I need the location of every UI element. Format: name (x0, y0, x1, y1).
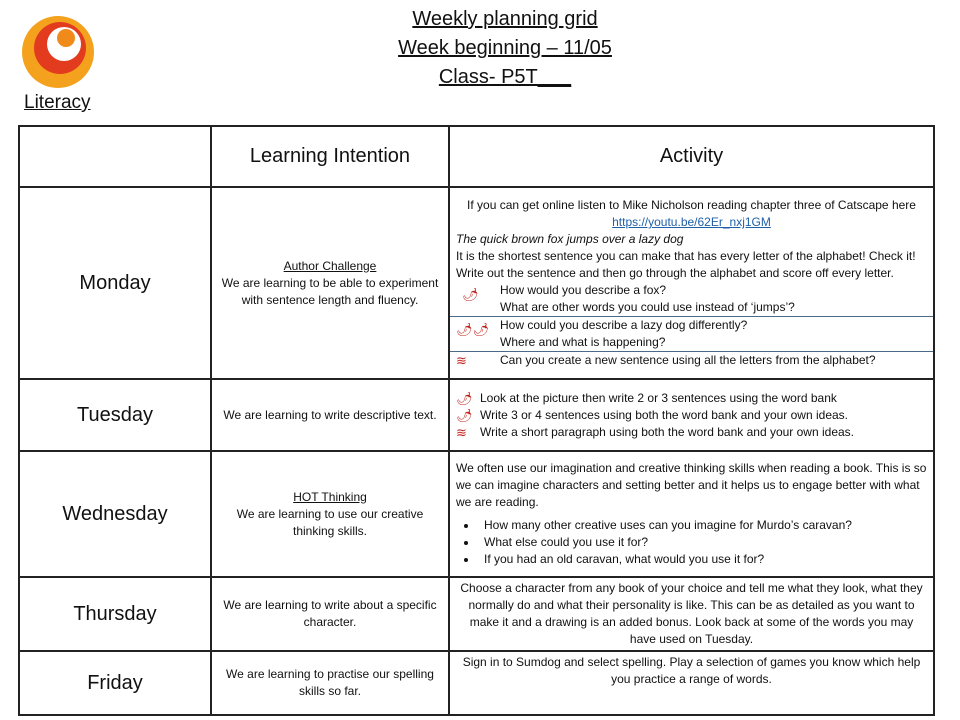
one-chili-icon: 🌶 (462, 287, 479, 302)
day-cell: Monday (19, 187, 211, 379)
question: What are other words you could use instead of ‘jumps’? (500, 300, 795, 314)
two-chili-icon: 🌶🌶 (456, 322, 490, 337)
learning-intention-cell: We are learning to write about a specific character. (211, 577, 449, 651)
question: How would you describe a fox? (500, 283, 667, 297)
planning-grid (18, 125, 935, 716)
bullet-item: • If you had an old caravan, what would you use it for? (478, 551, 927, 568)
table-row (19, 451, 934, 577)
bullet-item: • How many other creative uses can you imagine for Murdo’s caravan? (478, 517, 927, 534)
header-row (19, 126, 934, 187)
chili-levels-icon: 🌶 🌶 ≋ (456, 390, 473, 440)
week-beginning: Week beginning – 11/05 (398, 37, 612, 59)
activity-cell (449, 451, 934, 577)
activity-cell (449, 379, 934, 451)
table-row (19, 379, 934, 451)
empty-header-cell (19, 126, 211, 187)
li-title: HOT Thinking (293, 489, 367, 504)
task: Look at the picture then write 2 or 3 sentences using the word bank (480, 390, 837, 405)
task: Write a short paragraph using both the word bank and your own ideas. (480, 424, 855, 439)
learning-intention-cell: We are learning to write descriptive text. (211, 379, 449, 451)
day-cell: Friday (19, 651, 211, 715)
subject-label: Literacy (24, 92, 91, 113)
learning-intention-header: Learning Intention (211, 126, 449, 187)
day-cell: Wednesday (19, 451, 211, 577)
page-title: Weekly planning grid (412, 8, 598, 30)
task: Write 3 or 4 sentences using both the word bank and your own ideas. (480, 407, 848, 422)
class-label: Class- P5T___ (438, 66, 572, 88)
activity-intro: If you can get online listen to Mike Nicholson reading chapter three of Catscape here (467, 198, 916, 212)
activity-text: It is the shortest sentence you can make that has every letter of the alphabet! Check it! Write out the sentence and then go through the alphabet and score off every letter. (456, 249, 916, 280)
bullet-item: • What else could you use it for? (478, 534, 927, 551)
li-title: Author Challenge (283, 258, 377, 273)
activity-cell (449, 187, 934, 379)
question: How could you describe a lazy dog differently? (500, 318, 748, 332)
learning-intention-cell: We are learning to practise our spelling skills so far. (211, 651, 449, 715)
question: Can you create a new sentence using all the letters from the alphabet? (500, 353, 876, 367)
table-row (19, 577, 934, 651)
question: Where and what is happening? (500, 335, 666, 349)
table-row (19, 187, 934, 379)
school-logo (16, 8, 100, 92)
activity-text: We often use our imagination and creative thinking skills when reading a book. This is so we can imagine characters and setting better and it helps us to engage better with what we are reading. (456, 461, 927, 509)
learning-intention-cell (211, 451, 449, 577)
page-header (300, 5, 710, 92)
bullet-list (456, 517, 927, 568)
activity-cell: Choose a character from any book of your choice and tell me what they look, what they normally do and what their personality is like. This can be as detailed as you want to make it and a drawing is an added bonus. Look back at some of the words you may have used on Tuesday. (449, 577, 934, 651)
day-cell: Tuesday (19, 379, 211, 451)
three-chili-icon: ≋ (456, 353, 467, 368)
table-row (19, 651, 934, 715)
li-text: We are learning to use our creative thinking skills. (236, 506, 424, 538)
li-text: We are learning to be able to experiment with sentence length and fluency. (221, 275, 439, 307)
activity-cell: Sign in to Sumdog and select spelling. Play a selection of games you know which help you practice a range of words. (449, 651, 934, 715)
day-cell: Thursday (19, 577, 211, 651)
pangram: The quick brown fox jumps over a lazy dog (456, 232, 684, 246)
video-link[interactable]: https://youtu.be/62Er_nxj1GM (612, 215, 771, 229)
activity-header: Activity (449, 126, 934, 187)
learning-intention-cell (211, 187, 449, 379)
